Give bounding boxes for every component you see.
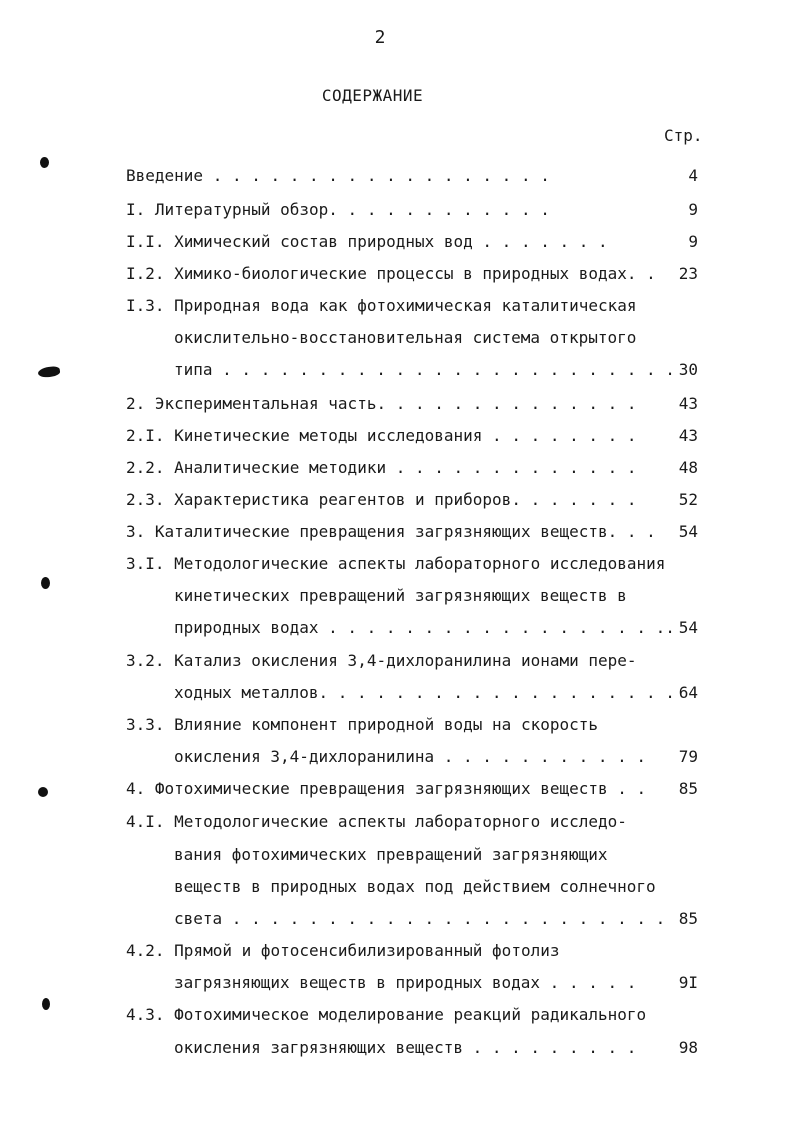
toc-row xyxy=(0,490,793,510)
toc-entry-page: 9 xyxy=(688,200,698,219)
toc-entry-text: окисления загрязняющих веществ . . . . . . . . . xyxy=(174,1038,637,1057)
toc-entry-page: 4 xyxy=(688,166,698,185)
toc-entry-text: окисления 3,4-дихлоранилина . . . . . . . . . . . xyxy=(174,747,647,766)
toc-row xyxy=(0,426,793,446)
toc-entry-text: вания фотохимических превращений загрязняющих xyxy=(174,845,608,864)
toc-entry-page: 79 xyxy=(678,747,698,766)
toc-entry-page: 85 xyxy=(678,779,698,798)
toc-row xyxy=(0,973,793,993)
toc-entry-text: 2.3. Характеристика реагентов и приборов. . . . . . . xyxy=(126,490,637,509)
toc-entry-page: 64 xyxy=(678,683,698,702)
toc-entry-text: типа . . . . . . . . . . . . . . . . . . . . . . . . xyxy=(174,360,675,379)
toc-row xyxy=(0,618,793,638)
binder-hole-mark xyxy=(41,577,50,589)
toc-row xyxy=(0,296,793,316)
toc-row xyxy=(0,360,793,380)
toc-entry-text: кинетических превращений загрязняющих веществ в xyxy=(174,586,627,605)
toc-row xyxy=(0,554,793,574)
toc-entry-page: 54 xyxy=(678,522,698,541)
toc-entry-page: 30 xyxy=(678,360,698,379)
toc-entry-page: 43 xyxy=(678,426,698,445)
toc-entry-text: загрязняющих веществ в природных водах . . . . . xyxy=(174,973,637,992)
toc-entry-text: ходных металлов. . . . . . . . . . . . . . . . . . . xyxy=(174,683,675,702)
toc-row xyxy=(0,683,793,703)
toc-entry-text: веществ в природных водах под действием солнечного xyxy=(174,877,656,896)
toc-row xyxy=(0,845,793,865)
toc-row xyxy=(0,909,793,929)
toc-row xyxy=(0,232,793,252)
toc-entry-text: 3. Каталитические превращения загрязняющих веществ. . . xyxy=(126,522,656,541)
toc-entry-text: I.2. Химико-биологические процессы в природных водах. . xyxy=(126,264,656,283)
binder-hole-mark xyxy=(40,157,49,168)
toc-entry-text: 4. Фотохимические превращения загрязняющих веществ . . xyxy=(126,779,647,798)
toc-entry-page: 48 xyxy=(678,458,698,477)
toc-entry-page: 54 xyxy=(678,618,698,637)
toc-row xyxy=(0,779,793,799)
toc-entry-page: 52 xyxy=(678,490,698,509)
toc-entry-text: 3.3. Влияние компонент природной воды на скорость xyxy=(126,715,599,734)
page-column-header: Стр. xyxy=(664,126,703,145)
toc-entry-page: 98 xyxy=(678,1038,698,1057)
binder-hole-mark xyxy=(42,998,50,1010)
page-title: СОДЕРЖАНИЕ xyxy=(321,86,424,105)
toc-row xyxy=(0,458,793,478)
toc-entry-text: 4.3. Фотохимическое моделирование реакций радикального xyxy=(126,1005,647,1024)
toc-row xyxy=(0,747,793,767)
toc-row xyxy=(0,200,793,220)
page-number: 2 xyxy=(374,27,386,48)
toc-entry-text: окислительно-восстановительная система открытого xyxy=(174,328,637,347)
toc-row xyxy=(0,166,793,186)
toc-row xyxy=(0,394,793,414)
toc-entry-page: 9I xyxy=(678,973,698,992)
toc-entry-text: I.I. Химический состав природных вод . . . . . . . xyxy=(126,232,608,251)
toc-entry-text: I. Литературный обзор. . . . . . . . . . . . xyxy=(126,200,550,219)
toc-row xyxy=(0,651,793,671)
toc-row xyxy=(0,877,793,897)
toc-entry-page: 23 xyxy=(678,264,698,283)
toc-entry-text: 3.I. Методологические аспекты лабораторного исследования xyxy=(126,554,666,573)
toc-entry-page: 85 xyxy=(678,909,698,928)
toc-row xyxy=(0,812,793,832)
toc-entry-text: 4.2. Прямой и фотосенсибилизированный фотолиз xyxy=(126,941,560,960)
toc-entry-text: света . . . . . . . . . . . . . . . . . . . . . . . xyxy=(174,909,666,928)
toc-entry-text: 2.I. Кинетические методы исследования . . . . . . . . xyxy=(126,426,637,445)
toc-row xyxy=(0,264,793,284)
toc-entry-text: 2. Экспериментальная часть. . . . . . . . . . . . . . xyxy=(126,394,637,413)
toc-row xyxy=(0,586,793,606)
toc-entry-text: I.3. Природная вода как фотохимическая каталитическая xyxy=(126,296,637,315)
toc-entry-page: 43 xyxy=(678,394,698,413)
toc-row xyxy=(0,715,793,735)
toc-entry-text: природных водах . . . . . . . . . . . . . . . . . .. xyxy=(174,618,675,637)
binder-hole-mark xyxy=(38,787,48,797)
toc-entry-text: 4.I. Методологические аспекты лабораторного исследо- xyxy=(126,812,627,831)
toc-row xyxy=(0,941,793,961)
toc-row xyxy=(0,328,793,348)
toc-entry-page: 9 xyxy=(688,232,698,251)
toc-row xyxy=(0,522,793,542)
toc-entry-text: 3.2. Катализ окисления 3,4-дихлоранилина ионами пере- xyxy=(126,651,637,670)
toc-entry-text: 2.2. Аналитические методики . . . . . . . . . . . . . xyxy=(126,458,637,477)
toc-row xyxy=(0,1038,793,1058)
toc-row xyxy=(0,1005,793,1025)
toc-entry-text: Введение . . . . . . . . . . . . . . . . . . xyxy=(126,166,550,185)
